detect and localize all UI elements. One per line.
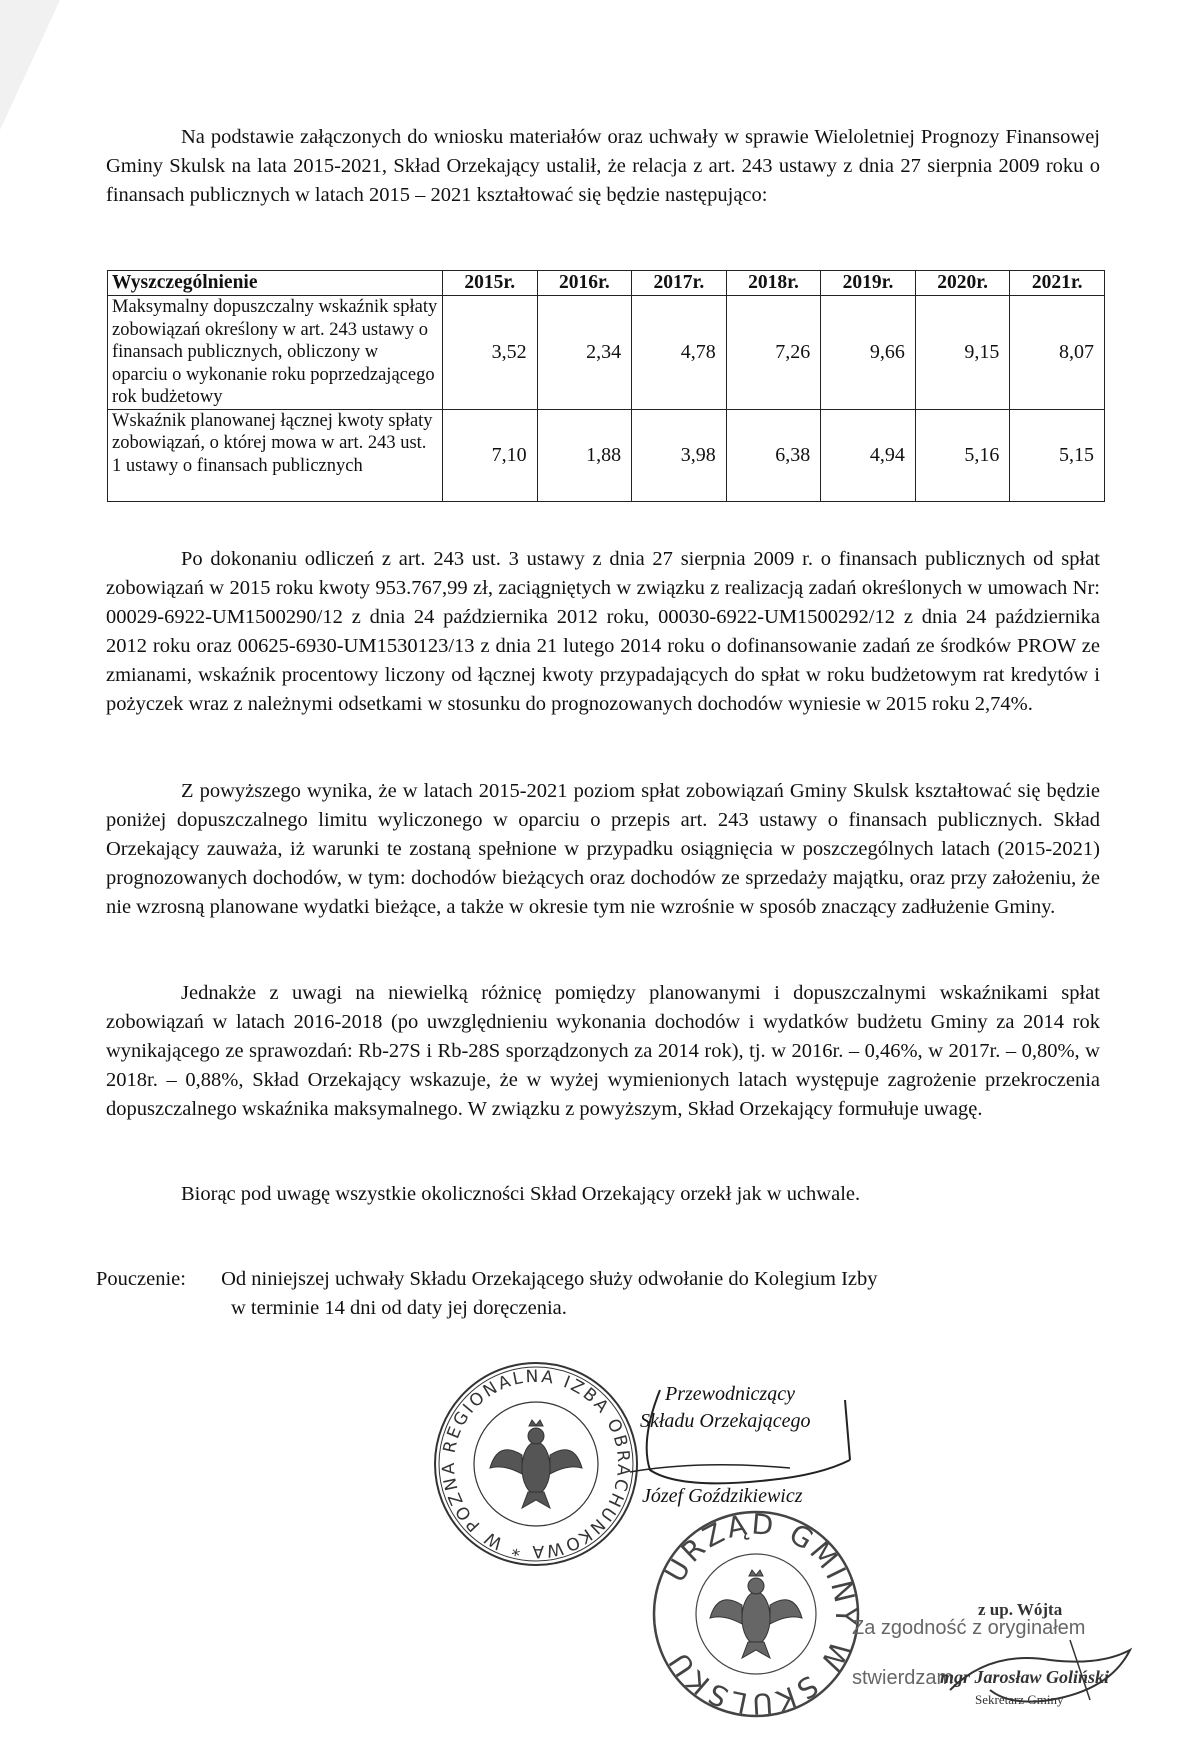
signature-name: Józef Goździkiewicz bbox=[642, 1485, 803, 1507]
rio-seal bbox=[432, 1360, 640, 1568]
header-cell: 2017r. bbox=[632, 271, 727, 296]
intro-paragraph: Na podstawie załączonych do wniosku materiałów oraz uchwały w sprawie Wieloletniej Prognozy Finansowej Gminy Skulsk na lata 2015-2021, Skład Orzekający ustalił, że relacja z art. 243 ustawy z dnia 27 sierpnia 2009 roku o finansach publicznych w latach 2015 – 2021 kształtować się będzie następująco: bbox=[106, 126, 1100, 206]
table-header-row bbox=[108, 271, 1105, 296]
table-cell: 5,16 bbox=[915, 409, 1010, 501]
header-cell: 2020r. bbox=[915, 271, 1010, 296]
appeal-instruction bbox=[96, 1265, 1096, 1323]
copy-stamp-signature bbox=[930, 1630, 1150, 1720]
table-cell: 7,10 bbox=[443, 409, 538, 501]
table-cell: 6,38 bbox=[726, 409, 821, 501]
table-row bbox=[108, 409, 1105, 501]
copy-stamp-signer: mgr Jarosław Goliński bbox=[940, 1667, 1110, 1687]
folded-corner bbox=[0, 0, 60, 130]
row-label: Wskaźnik planowanej łącznej kwoty spłaty zobowiązań, o której mowa w art. 243 ust. 1 ustawy o finansach publicznych bbox=[108, 409, 443, 501]
rio-seal-graphic bbox=[432, 1360, 640, 1568]
instruction-line-2: w terminie 14 dni od daty jej doręczenia. bbox=[231, 1297, 567, 1319]
signature-role-2: Składu Orzekającego bbox=[640, 1410, 811, 1432]
header-cell: 2019r. bbox=[821, 271, 916, 296]
table-cell: 3,98 bbox=[632, 409, 727, 501]
signature-role-1: Przewodniczący bbox=[665, 1383, 795, 1405]
header-cell: 2016r. bbox=[537, 271, 632, 296]
table-cell: 9,66 bbox=[821, 296, 916, 410]
copy-stamp-title: Sekretarz Gminy bbox=[975, 1692, 1064, 1707]
header-cell: 2018r. bbox=[726, 271, 821, 296]
eagle-icon bbox=[490, 1420, 582, 1508]
header-cell: 2015r. bbox=[443, 271, 538, 296]
table-cell: 5,15 bbox=[1010, 409, 1105, 501]
deduction-paragraph: Po dokonaniu odliczeń z art. 243 ust. 3 ustawy z dnia 27 sierpnia 2009 r. o finansach publicznych od spłat zobowiązań w 2015 roku kwoty 953.767,99 zł, zaciągniętych w związku z realizacją zadań określonych w umowach Nr: 00029-6922-UM1500290/12 z dnia 24 października 2012 roku, 00030-6922-UM1500292/12 z dnia 24 października 2012 roku oraz 00625-6930-UM1530123/13 z dnia 21 lutego 2014 roku o dofinansowanie zadań ze środków PROW ze zmianami, wskaźnik procentowy liczony od łącznej kwoty przypadających do spłat w roku budżetowym rat kredytów i pożyczek wraz z należnymi odsetkami w stosunku do prognozowanych dochodów wyniesie w 2015 roku 2,74%. bbox=[106, 548, 1100, 715]
table-cell: 4,94 bbox=[821, 409, 916, 501]
table-cell: 3,52 bbox=[443, 296, 538, 410]
table-cell: 1,88 bbox=[537, 409, 632, 501]
copy-stamp-line-1: Za zgodność z oryginałem bbox=[852, 1617, 1086, 1639]
gmina-seal bbox=[650, 1508, 862, 1720]
row-label: Maksymalny dopuszczalny wskaźnik spłaty zobowiązań określony w art. 243 ustawy o finansach publicznych, obliczony w oparciu o wykonanie roku poprzedzającego rok budżetowy bbox=[108, 296, 443, 410]
copy-stamp-line-2: stwierdzam bbox=[852, 1667, 954, 1689]
table-cell: 7,26 bbox=[726, 296, 821, 410]
table-row bbox=[108, 296, 1105, 410]
table-cell: 2,34 bbox=[537, 296, 632, 410]
eagle-icon bbox=[710, 1570, 802, 1658]
table-cell: 9,15 bbox=[915, 296, 1010, 410]
ruling-paragraph: Biorąc pod uwagę wszystkie okoliczności Skład Orzekający orzekł jak w uchwale. bbox=[181, 1183, 861, 1205]
gmina-seal-graphic bbox=[650, 1508, 862, 1720]
gmina-seal-text: URZĄD GMINY W SKULSKU bbox=[658, 1508, 862, 1720]
debt-ratio-table bbox=[107, 270, 1105, 502]
rio-seal-text: REGIONALNA IZBA OBRACHUNKOWA * W POZNA bbox=[438, 1366, 634, 1562]
conclusion-paragraph: Z powyższego wynika, że w latach 2015-2021 poziom spłat zobowiązań Gminy Skulsk kształtować się będzie poniżej dopuszczalnego limitu wyliczonego w oparciu o przepis art. 243 ustawy o finansach publicznych. Skład Orzekający zauważa, iż warunki te zostaną spełnione w przypadku osiągnięcia w poszczególnych latach (2015-2021) prognozowanych dochodów, w tym: dochodów bieżących oraz dochodów ze sprzedaży majątku, oraz przy założeniu, że nie wzrosną planowane wydatki bieżące, a także w okresie tym nie wzrośnie w sposób znaczący zadłużenie Gminy. bbox=[106, 780, 1100, 918]
signature-scribble bbox=[620, 1380, 900, 1500]
header-cell: Wyszczególnienie bbox=[108, 271, 443, 296]
table-cell: 8,07 bbox=[1010, 296, 1105, 410]
warning-paragraph: Jednakże z uwagi na niewielką różnicę pomiędzy planowanymi i dopuszczalnymi wskaźnikami spłat zobowiązań w latach 2016-2018 (po uwzględnieniu wykonania dochodów i wydatków budżetu Gminy za 2014 rok wynikającego ze sprawozdań: Rb-27S i Rb-28S sporządzonych za 2014 rok), tj. w 2016r. – 0,46%, w 2017r. – 0,80%, w 2018r. – 0,88%, Skład Orzekający wskazuje, że w wyżej wymienionych latach występuje zagrożenie przekroczenia dopuszczalnego wskaźnika maksymalnego. W związku z powyższym, Skład Orzekający formułuje uwagę. bbox=[106, 982, 1100, 1120]
header-cell: 2021r. bbox=[1010, 271, 1105, 296]
copy-stamp-authority: z up. Wójta bbox=[978, 1600, 1063, 1619]
table-cell: 4,78 bbox=[632, 296, 727, 410]
instruction-line-1: Od niniejszej uchwały Składu Orzekającego służy odwołanie do Kolegium Izby bbox=[221, 1268, 878, 1290]
instruction-heading: Pouczenie: bbox=[96, 1268, 186, 1290]
